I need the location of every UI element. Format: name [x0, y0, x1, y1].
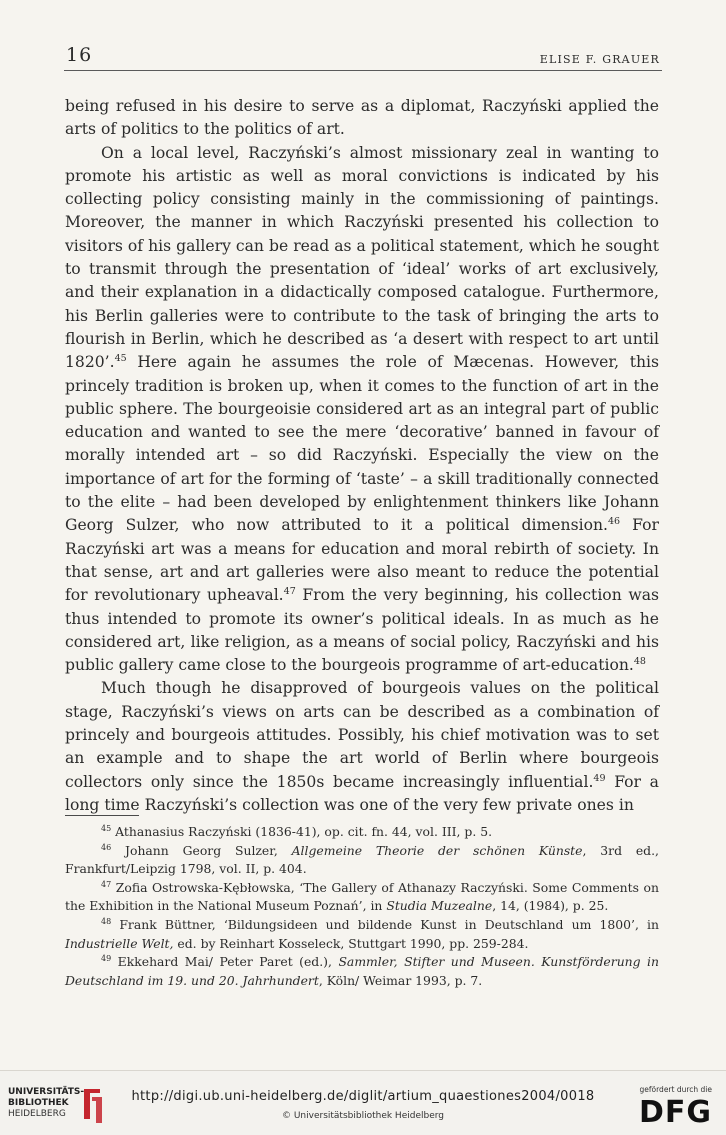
library-name-line1: UNIVERSITÄTS- — [8, 1087, 85, 1097]
footnote-text: Ekkehard Mai/ Peter Paret (ed.), — [117, 954, 339, 970]
footnote-ref-46[interactable]: 46 — [607, 516, 621, 528]
footnote-title: Sammler, Stifter und Museen. Kunstförderung in Deutschland im 19. und 20. Jahrhundert — [65, 954, 659, 988]
footnote-45 — [65, 823, 659, 842]
paragraph-2 — [65, 142, 659, 678]
footnote-46 — [65, 842, 659, 879]
text-run: For Raczyński art was a means for education and moral rebirth of society. In that sense, art and art galleries were also meant to reduce the potential for revolutionary upheaval. — [65, 516, 659, 605]
text-run: Here again he assumes the role of Mæcenas. However, this princely tradition is broken up, when it comes to the function of art in the public sphere. The bourgeoisie considered art as an integral part of public education and wanted to see the mere ‘decorative’ banned in favour of morally intended art – so did Raczyński. Especially the view on the importance of art for the forming of ‘taste’ – a skill traditionally connected to the elite – had been developed by enlightenment thinkers like Johann Georg Sulzer, who now attributed to it a political dimension. — [65, 353, 659, 535]
page-number: 16 — [66, 44, 93, 66]
paragraph-1 — [65, 95, 659, 142]
footnote-48 — [65, 916, 659, 953]
footnote-number: 46 — [101, 842, 112, 852]
footnote-text: Zofia Ostrowska-Kębłowska, ‘The Gallery of Athanazy Raczyński. Some Comments on the Exhibition in the National Museum Poznań’, in — [65, 879, 659, 914]
footnotes — [65, 823, 659, 990]
copyright-notice: © Universitätsbibliothek Heidelberg — [281, 1111, 444, 1121]
dfg-logo[interactable]: DFG — [638, 1095, 712, 1130]
header-rule — [64, 70, 662, 71]
footnote-number: 47 — [101, 879, 112, 889]
footnote-rule — [65, 815, 139, 816]
footnote-text: ed. by Reinhart Kosseleck, Stuttgart 1990, pp. 259-284. — [173, 935, 529, 951]
footnote-text: Frank Büttner, ‘Bildungsideen und bildende Kunst in Deutschland um 1800’, in — [119, 916, 659, 932]
funding-caption: gefördert durch die — [639, 1085, 712, 1094]
footnote-number: 49 — [101, 954, 112, 964]
footnote-text: Athanasius Raczyński (1836-41), op. cit. fn. 44, vol. III, p. 5. — [115, 824, 493, 839]
footnote-49 — [65, 953, 659, 990]
text-run: From the very beginning, his collection was thus intended to promote its owner’s political ideals. In as much as he considered art, like religion, as a means of social policy, Raczyński and his public gallery came close to the bourgeois programme of art-education. — [65, 586, 659, 675]
text-run: being refused in his desire to serve as a diplomat, Raczyński applied the arts of politics to the politics of art. — [65, 97, 659, 139]
body-text — [65, 95, 659, 817]
library-name-line3: HEIDELBERG — [8, 1109, 66, 1119]
digitization-footer — [0, 1070, 726, 1135]
footnote-47 — [65, 879, 659, 916]
footnote-text: , 14, (1984), p. 25. — [492, 898, 609, 914]
footnote-text: , 3rd ed., Frankfurt/Leipzig 1798, vol. II, p. 404. — [65, 842, 659, 877]
footnote-title: Studia Muzealne — [386, 898, 493, 914]
text-run: On a local level, Raczyński’s almost missionary zeal in wanting to promote his artistic as well as moral convictions is indicated by his collecting policy consisting mainly in the commissioning of paintings. Moreover, the manner in which Raczyński presented his collection to visitors of his gallery can be read as a political statement, which he sought to transmit through the presentation of ‘ideal’ works of art exclusively, and their explanation in a didactically composed catalogue. Furthermore, his Berlin galleries were to contribute to the task of bringing the arts to flourish in Berlin, which he described as ‘a desert with respect to art until 1820’. — [65, 143, 659, 372]
running-head: ELISE F. GRAUER — [539, 53, 660, 66]
footnote-number: 48 — [101, 916, 112, 926]
footnote-text: Johann Georg Sulzer, — [125, 842, 292, 858]
footnote-title: Allgemeine Theorie der schönen Künste — [291, 842, 583, 858]
paragraph-3 — [65, 677, 659, 817]
footnote-ref-47[interactable]: 47 — [283, 586, 296, 598]
footnote-title: Industrielle Welt, — [65, 935, 174, 951]
footnote-ref-49[interactable]: 49 — [593, 772, 606, 784]
footnote-ref-48[interactable]: 48 — [633, 656, 646, 668]
footnote-text: , Köln/ Weimar 1993, p. 7. — [318, 972, 483, 988]
footnote-ref-45[interactable]: 45 — [114, 353, 127, 365]
text-run: For a long time Raczyński’s collection was one of the very few private ones in — [65, 772, 659, 814]
permalink-url[interactable]: http://digi.ub.uni-heidelberg.de/diglit/artium_quaestiones2004/0018 — [131, 1089, 595, 1104]
footnote-number: 45 — [101, 824, 112, 833]
text-run: Much though he disapproved of bourgeois values on the political stage, Raczyński’s views on arts can be described as a combination of princely and bourgeois attitudes. Possibly, his chief motivation was to set an example and to shape the art world of Berlin where bourgeois collectors only since the 1850s became increasingly influential. — [65, 679, 659, 791]
library-name-line2: BIBLIOTHEK — [8, 1098, 69, 1108]
